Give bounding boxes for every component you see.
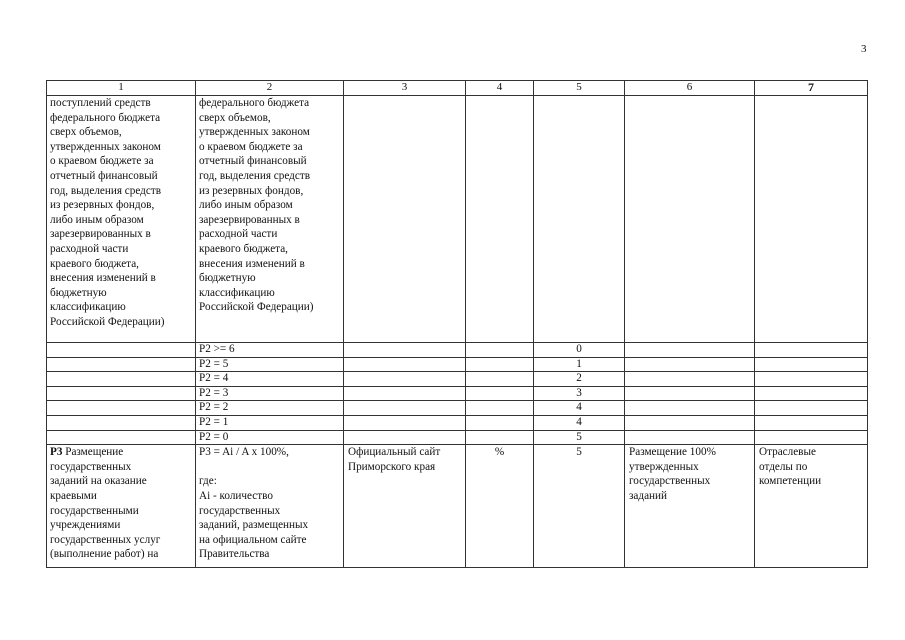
data-source: Официальный сайт Приморского края bbox=[344, 445, 466, 568]
score-value: 2 bbox=[534, 372, 625, 387]
indicator-code: P3 bbox=[50, 446, 63, 459]
score-condition: P2 = 2 bbox=[196, 401, 344, 416]
header-col-6: 6 bbox=[625, 81, 755, 96]
score-row bbox=[47, 357, 868, 372]
score-row bbox=[47, 386, 868, 401]
score-condition: P2 = 0 bbox=[196, 430, 344, 445]
score-condition: P2 = 1 bbox=[196, 415, 344, 430]
target-value: Размещение 100% утвержденных государственных заданий bbox=[625, 445, 755, 568]
score-value: 4 bbox=[534, 415, 625, 430]
score-condition: P2 = 4 bbox=[196, 372, 344, 387]
header-col-4: 4 bbox=[466, 81, 534, 96]
score-condition: P2 >= 6 bbox=[196, 343, 344, 358]
max-score: 5 bbox=[534, 445, 625, 568]
score-row bbox=[47, 415, 868, 430]
cell-text: федерального бюджета сверх объемов, утвержденных законом о краевом бюджете за отчетный финансовый год, выделения средств из резервных фондов, либо иным образом зарезервированных в расходной части краевого бюджета, внесения изменений в бюджетную классификацию Российской Федерации) bbox=[196, 96, 344, 343]
score-value: 4 bbox=[534, 401, 625, 416]
cell-text: поступлений средств федерального бюджета сверх объемов, утвержденных законом о краевом бюджете за отчетный финансовый год, выделения средств из резервных фондов, либо иным образом зарезервированных в расходной части краевого бюджета, внесения изменений в бюджетную классификацию Российской Федерации) bbox=[47, 96, 196, 343]
score-row bbox=[47, 372, 868, 387]
header-col-3: 3 bbox=[344, 81, 466, 96]
header-row bbox=[47, 81, 868, 96]
score-row bbox=[47, 343, 868, 358]
header-col-5: 5 bbox=[534, 81, 625, 96]
indicator-formula: P3 = Ai / A x 100%, где: Ai - количество государственных заданий, размещенных на официальном сайте Правительства bbox=[196, 445, 344, 568]
score-condition: P2 = 5 bbox=[196, 357, 344, 372]
unit: % bbox=[466, 445, 534, 568]
score-value: 5 bbox=[534, 430, 625, 445]
header-col-1: 1 bbox=[47, 81, 196, 96]
table-row bbox=[47, 96, 868, 343]
score-condition: P2 = 3 bbox=[196, 386, 344, 401]
score-row bbox=[47, 401, 868, 416]
indicators-table bbox=[46, 80, 868, 568]
table-row bbox=[47, 445, 868, 568]
score-value: 0 bbox=[534, 343, 625, 358]
page-number: 3 bbox=[861, 43, 867, 55]
responsible: Отраслевые отделы по компетенции bbox=[755, 445, 868, 568]
header-col-7: 7 bbox=[755, 81, 868, 96]
score-value: 1 bbox=[534, 357, 625, 372]
score-value: 3 bbox=[534, 386, 625, 401]
indicator-name bbox=[47, 445, 196, 568]
header-col-2: 2 bbox=[196, 81, 344, 96]
score-row bbox=[47, 430, 868, 445]
indicator-description: Размещение государственных заданий на оказание краевыми государственными учреждениями государственных услуг (выполнение работ) на bbox=[50, 446, 161, 561]
